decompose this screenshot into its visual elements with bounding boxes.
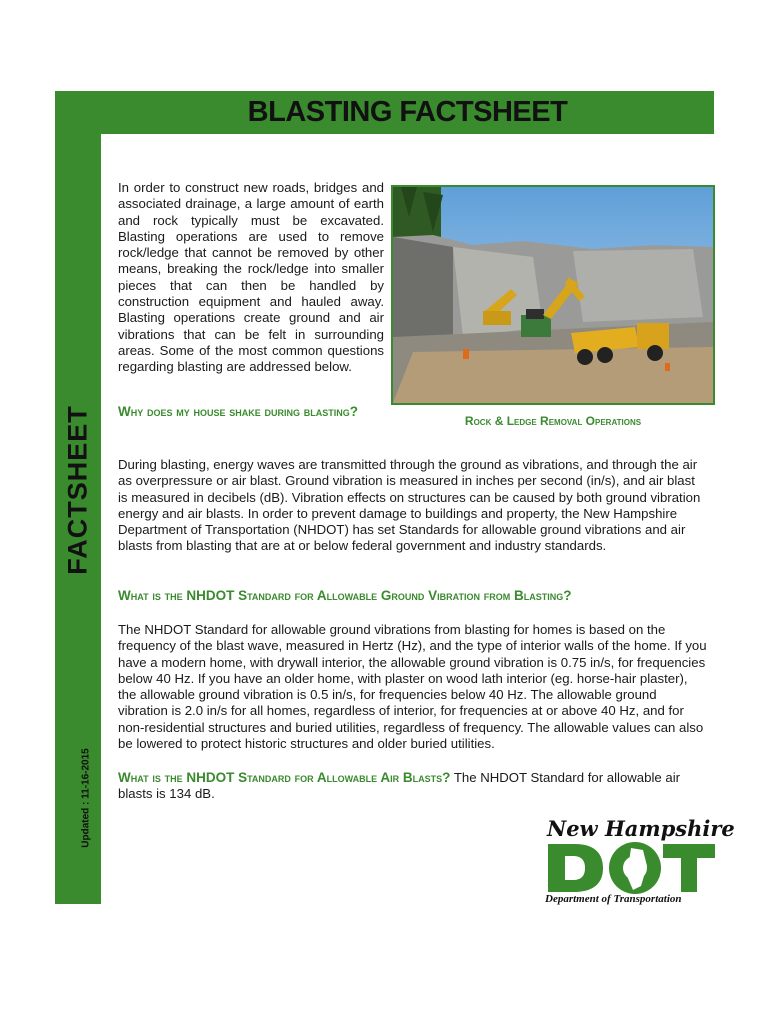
section-heading-house-shake: Why does my house shake during blasting? [118, 404, 359, 419]
section-body-air-blasts: The NHDOT Standard for allowable air blasts is 134 dB. [118, 770, 681, 802]
page-title: BLASTING FACTSHEET [247, 96, 568, 128]
dot-letters-icon [543, 840, 718, 900]
intro-paragraph: In order to construct new roads, bridges and associated drainage, a large amount of earth and rock typically must be excavated. Blasting operations are used to remove rock/ledge that cannot be removed by other means, breaking the rock/ledge into smaller pieces that can then be handled by construction equipment and hauled away. Blasting operations create ground and air vibrations that can be felt in surrounding areas. Some of the most common questions regarding blasting are addressed below. [118, 180, 384, 375]
section-heading-ground-vibration: What is the NHDOT Standard for Allowable Ground Vibration from Blasting? [118, 588, 572, 603]
section-body-house-shake: During blasting, energy waves are transmitted through the ground as vibrations, and through the air as overpressure or air blast. Ground vibration is measured in inches per second (in/s), and air blast is measured in decibels (dB). Vibration effects on structures can be caused by both ground vibration energy and air blasts. In order to prevent damage to buildings and property, the New Hampshire Department of Transportation (NHDOT) has set Standards for allowable ground vibrations and air blasts from blasting that are at or below federal government and industry standards. [118, 457, 701, 554]
section-heading-air-blasts: What is the NHDOT Standard for Allowable Air Blasts? [118, 770, 451, 785]
logo-dept-text: Department of Transportation [545, 893, 682, 905]
updated-date: Updated : 11-16-2015 [80, 748, 92, 848]
section-air-blasts [118, 770, 708, 803]
section-body-ground-vibration: The NHDOT Standard for allowable ground vibrations from blasting for homes is based on the frequency of the blast wave, measured in Hertz (Hz), and the type of interior walls of the home. If you have a modern home, with drywall interior, the allowable ground vibration is 0.75 in/s, for frequencies below 40 Hz. If you have an older home, with plaster on wood lath interior (eg. horse-hair plaster), the allowable ground vibration is 0.5 in/s, for frequencies below 40 Hz. The allowable ground vibration is 2.0 in/s for all homes, regardless of interior, for frequencies at or above 40 Hz, and for non-residential structures and buried utilities, regardless of frequency. The allowable values can also be lowered to protect historic structures and older buried utilities. [118, 622, 707, 752]
logo-script-text: New Hampshire [547, 816, 735, 841]
nhdot-logo [543, 816, 735, 911]
photo-caption: Rock & Ledge Removal Operations [464, 414, 642, 428]
rock-removal-photo [391, 185, 715, 405]
sidebar-title: FACTSHEET [62, 405, 93, 575]
